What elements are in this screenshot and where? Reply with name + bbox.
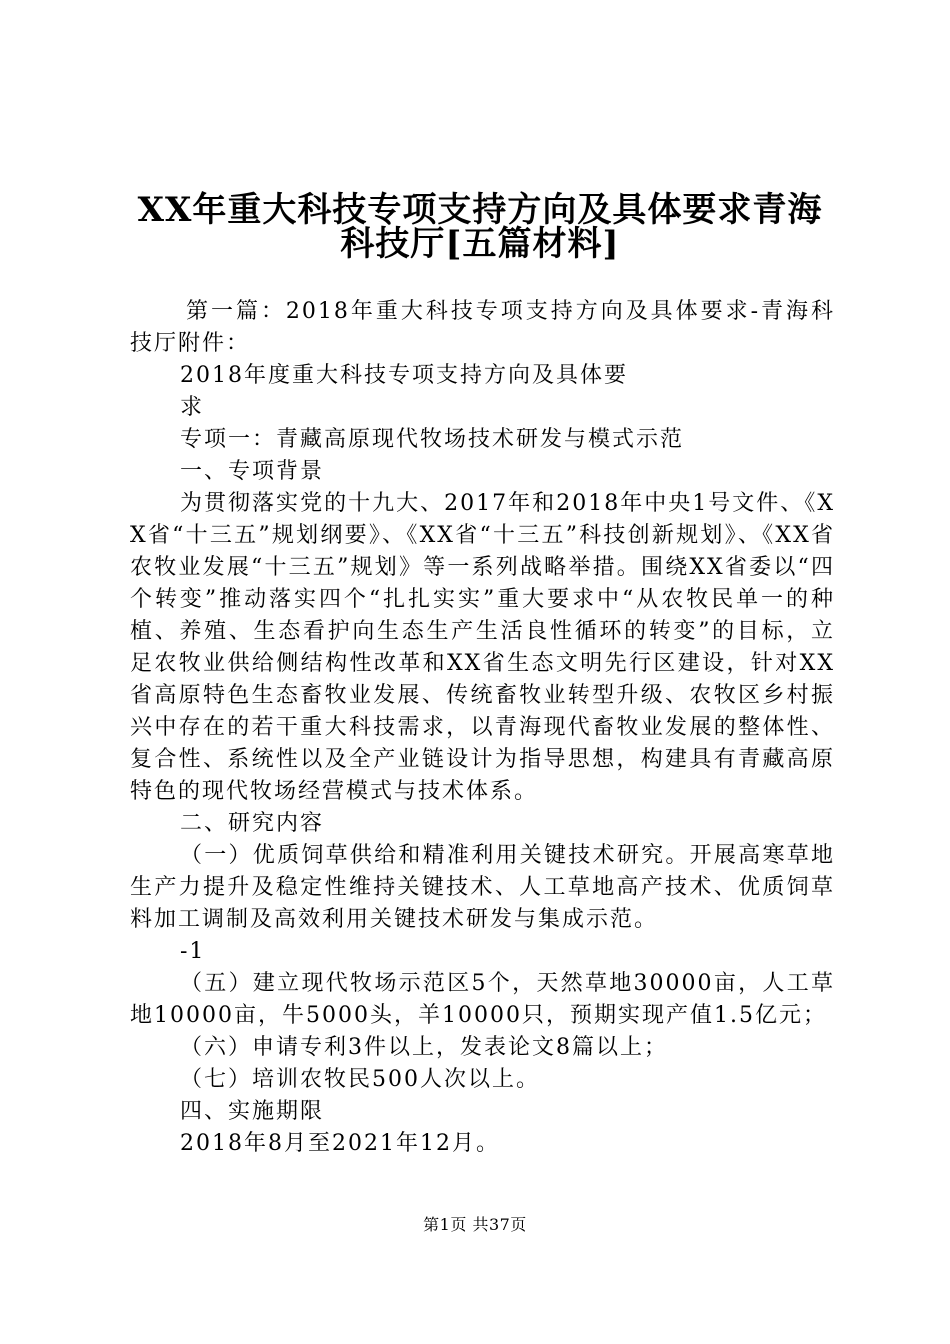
page-number-footer: 第1页 共37页 [423,1215,527,1234]
paragraph-target-item-5: （五）建立现代牧场示范区5个，天然草地30000亩，人工草地10000亩，牛5000头，羊10000只，预期实现产值1.5亿元； [130,971,835,1028]
section-heading-research-content: 二、研究内容 [180,811,325,836]
paragraph-attachment-title: 2018年度重大科技专项支持方向及具体要 [180,363,628,388]
paragraph-part-one-heading: 第一篇：2018年重大科技专项支持方向及具体要求-青海科技厅附件： [130,299,835,356]
section-heading-implementation-period: 四、实施期限 [180,1099,325,1124]
paragraph-target-item-7: （七）培训农牧民500人次以上。 [180,1067,540,1092]
document-title-line-2: 科技厅[五篇材料] [340,224,620,264]
document-body [130,296,835,1160]
section-heading-background: 一、专项背景 [180,459,325,484]
paragraph-background: 为贯彻落实党的十九大、2017年和2018年中央1号文件、《XX省“十三五”规划纲要》、《XX省“十三五”科技创新规划》、《XX省农牧业发展“十三五”规划》等一系列战略举措。围绕XX省委以“四个转变”推动落实四个“扎扎实实”重大要求中“从农牧民单一的种植、养殖、生态看护向生态生产生活良性循环的转变”的目标，立足农牧业供给侧结构性改革和XX省生态文明先行区建设，针对XX省高原特色生态畜牧业发展、传统畜牧业转型升级、农牧区乡村振兴中存在的若干重大科技需求，以青海现代畜牧业发展的整体性、复合性、系统性以及全产业链设计为指导思想，构建具有青藏高原特色的现代牧场经营模式与技术体系。 [130,491,835,804]
page-break-marker: -1 [180,939,206,964]
paragraph-target-item-6: （六）申请专利3件以上，发表论文8篇以上； [180,1035,668,1060]
paragraph-implementation-period: 2018年8月至2021年12月。 [180,1131,500,1156]
paragraph-attachment-title-tail: 求 [180,395,205,420]
document-title-line-1: XX年重大科技专项支持方向及具体要求青海 [137,190,823,230]
paragraph-research-item-1: （一）优质饲草供给和精准利用关键技术研究。开展高寒草地生产力提升及稳定性维持关键技术、人工草地高产技术、优质饲草料加工调制及高效利用关键技术研发与集成示范。 [130,843,835,932]
paragraph-project-one-heading: 专项一：青藏高原现代牧场技术研发与模式示范 [180,427,685,452]
